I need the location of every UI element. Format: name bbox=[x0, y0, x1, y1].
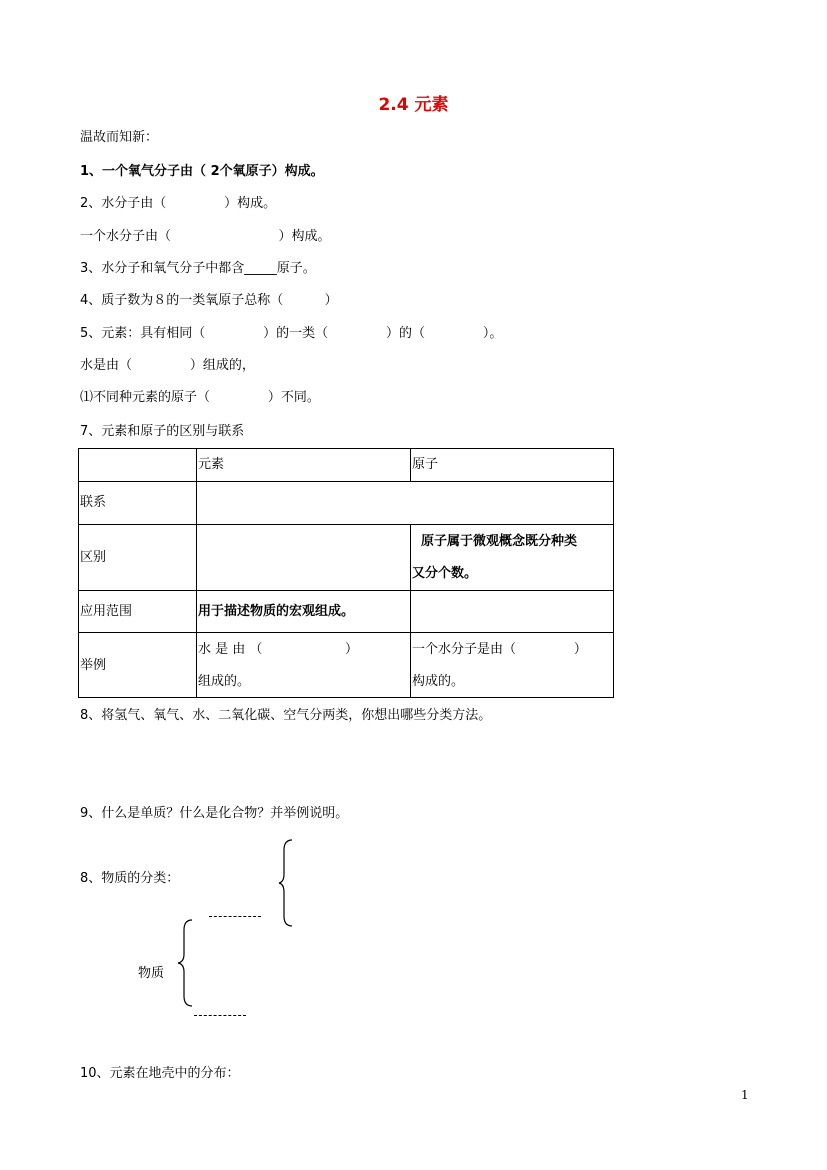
upper-blank-line bbox=[209, 916, 261, 917]
question-5a: 5、元素：具有相同（ ）的一类（ ）的（ ）。 bbox=[80, 326, 503, 341]
lower-blank-line bbox=[194, 1015, 246, 1016]
table-row-app-label: 应用范围 bbox=[80, 604, 133, 619]
table-row-link-label: 联系 bbox=[80, 495, 107, 510]
table-row-diff-atom-line2: 又分个数。 bbox=[412, 566, 478, 581]
page-number: 1 bbox=[741, 1088, 749, 1102]
question-8b: 8、物质的分类： bbox=[80, 871, 180, 886]
table-row-diff-atom-line1: 原子属于微观概念既分种类 bbox=[412, 534, 578, 549]
question-1: 1、一个氧气分子由（ 2个氧原子）构成。 bbox=[80, 164, 324, 179]
question-5b: 水是由（ ）组成的， bbox=[80, 358, 255, 373]
question-2b: 一个水分子由（ ）构成。 bbox=[80, 229, 331, 244]
table-header-atom: 原子 bbox=[412, 457, 439, 472]
table-row-example-label: 举例 bbox=[80, 658, 107, 673]
lower-brace-icon bbox=[176, 918, 196, 1008]
question-7: 7、元素和原子的区别与联系 bbox=[80, 424, 245, 439]
table-row-diff-label: 区别 bbox=[80, 550, 107, 565]
question-9: 9、什么是单质？什么是化合物？并举例说明。 bbox=[80, 806, 349, 821]
question-3: 3、水分子和氧气分子中都含_____原子。 bbox=[80, 261, 316, 276]
table-row-example-atom-line1: 一个水分子是由（ ） bbox=[412, 642, 587, 657]
question-2a: 2、水分子由（ ）构成。 bbox=[80, 196, 277, 211]
table-header-element: 元素 bbox=[198, 457, 225, 472]
table-row-example-element-line1: 水 是 由 （ ） bbox=[198, 642, 359, 657]
table-row-example-element-line2: 组成的。 bbox=[198, 674, 251, 689]
table-row-example-atom-line2: 构成的。 bbox=[412, 674, 465, 689]
question-8: 8、将氢气、氧气、水、二氧化碳、空气分两类，你想出哪些分类方法。 bbox=[80, 708, 492, 723]
classification-root: 物质 bbox=[138, 966, 165, 981]
upper-brace-icon bbox=[278, 838, 298, 928]
question-4: 4、质子数为８的一类氧原子总称（ ） bbox=[80, 293, 338, 308]
question-10: 10、元素在地壳中的分布： bbox=[80, 1066, 240, 1081]
question-5c: ⑴不同种元素的原子（ ）不同。 bbox=[80, 390, 320, 405]
table-row-app-element: 用于描述物质的宏观组成。 bbox=[198, 604, 355, 619]
intro-heading: 温故而知新： bbox=[80, 130, 159, 145]
page-title: 2.4 元素 bbox=[378, 95, 449, 115]
